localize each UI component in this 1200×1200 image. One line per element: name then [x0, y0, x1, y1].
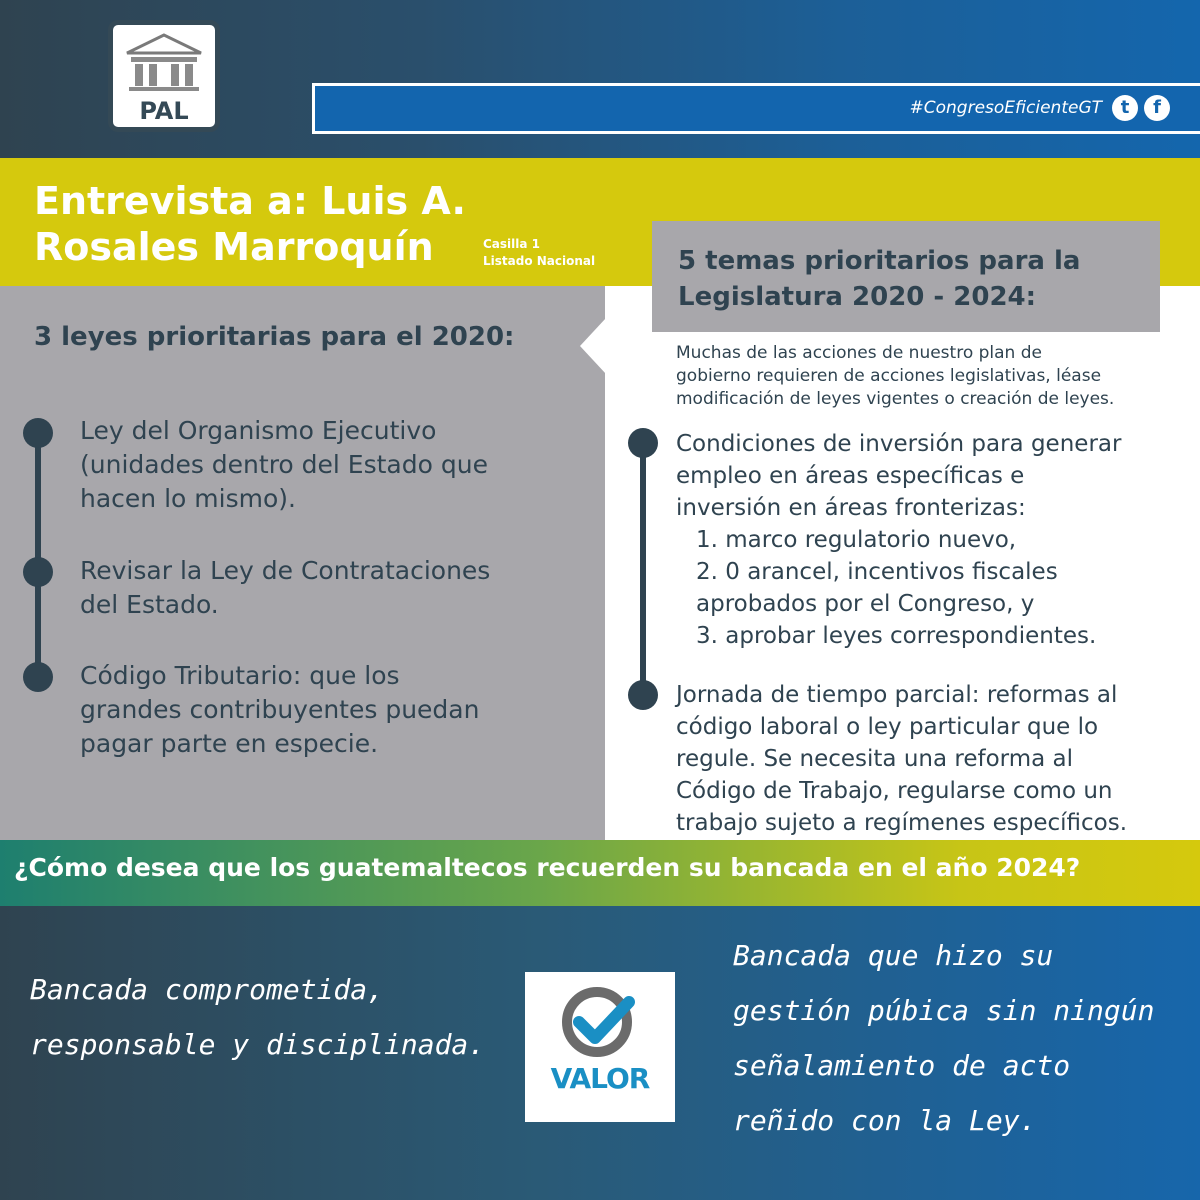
- timeline-dot: [23, 662, 53, 692]
- list-item: 3. aprobar leyes correspondientes.: [696, 623, 1097, 649]
- text-line: regule. Se necesita una reforma al: [676, 746, 1073, 772]
- text-line: del Estado.: [80, 590, 219, 619]
- left-item-1: [80, 414, 488, 516]
- text-line: grandes contribuyentes puedan: [80, 695, 480, 724]
- text-line: Revisar la Ley de Contrataciones: [80, 556, 491, 585]
- left-item-2: [80, 554, 490, 622]
- list-item: aprobados por el Congreso, y: [696, 591, 1035, 617]
- left-item-3: [80, 659, 479, 761]
- check-circle-icon: [525, 972, 675, 1072]
- question-text: ¿Cómo desea que los guatemaltecos recuerden su bancada en el año 2024?: [14, 853, 1081, 882]
- text-line: señalamiento de acto: [733, 1049, 1071, 1082]
- text-line: inversión en áreas fronterizas:: [676, 495, 1026, 521]
- hashtag-text: #CongresoEficienteGT: [909, 98, 1102, 118]
- casilla-label: [483, 236, 595, 270]
- timeline-dot: [23, 418, 53, 448]
- text-line: Bancada que hizo su: [733, 939, 1054, 972]
- casilla-line-1: Casilla 1: [483, 237, 541, 251]
- text-line: Código Tributario: que los: [80, 661, 400, 690]
- list-item: 2. 0 arancel, incentivos fiscales: [696, 559, 1058, 585]
- timeline-line-right: [640, 442, 646, 692]
- text-line: gestión púbica sin ningún: [733, 994, 1155, 1027]
- text-line: Muchas de las acciones de nuestro plan de: [676, 343, 1042, 363]
- timeline-dot: [628, 428, 658, 458]
- text-line: código laboral o ley particular que lo: [676, 714, 1099, 740]
- text-line: Condiciones de inversión para generar: [676, 431, 1122, 457]
- sub-list: [676, 524, 1196, 652]
- text-line: hacen lo mismo).: [80, 484, 296, 513]
- answer-right: [733, 928, 1154, 1148]
- text-line: trabajo sujeto a regímenes específicos.: [676, 810, 1128, 836]
- text-line: (unidades dentro del Estado que: [80, 450, 488, 479]
- text-line: Bancada comprometida,: [30, 973, 385, 1006]
- text-line: Jornada de tiempo parcial: reformas al: [676, 682, 1118, 708]
- facebook-icon[interactable]: f: [1144, 95, 1170, 121]
- logo-text: PAL: [139, 97, 189, 125]
- valor-logo: [525, 972, 675, 1122]
- twitter-icon[interactable]: t: [1112, 95, 1138, 121]
- valor-logo-text: VALOR: [550, 1062, 650, 1095]
- text-line: responsable y disciplinada.: [30, 1028, 486, 1061]
- text-line: reñido con la Ley.: [733, 1104, 1037, 1137]
- right-title-line-1: 5 temas prioritarios para la: [678, 246, 1081, 276]
- text-line: pagar parte en especie.: [80, 729, 379, 758]
- timeline-dot: [628, 680, 658, 710]
- right-panel-title: [678, 243, 1080, 315]
- left-panel-title: 3 leyes prioritarias para el 2020:: [34, 322, 515, 352]
- text-line: gobierno requieren de acciones legislativas, léase: [676, 366, 1102, 386]
- text-line: modificación de leyes vigentes o creación de leyes.: [676, 389, 1115, 409]
- text-line: empleo en áreas específicas e: [676, 463, 1025, 489]
- casilla-line-2: Listado Nacional: [483, 254, 596, 268]
- right-item-1: [676, 428, 1196, 652]
- title-line-2: Rosales Marroquín: [34, 225, 434, 269]
- answer-left: [30, 962, 485, 1072]
- building-icon: [113, 25, 215, 127]
- text-line: Código de Trabajo, regularse como un: [676, 778, 1113, 804]
- timeline-line-left: [35, 432, 41, 677]
- title-line-1: Entrevista a: Luis A.: [34, 179, 466, 223]
- timeline-dot: [23, 557, 53, 587]
- right-title-line-2: Legislatura 2020 - 2024:: [678, 282, 1037, 312]
- pal-logo: [108, 20, 220, 132]
- list-item: 1. marco regulatorio nuevo,: [696, 527, 1017, 553]
- right-intro: [676, 342, 1196, 411]
- right-item-2: [676, 679, 1196, 839]
- interview-title: [34, 178, 466, 270]
- text-line: Ley del Organismo Ejecutivo: [80, 416, 437, 445]
- panel-pointer: [580, 318, 606, 374]
